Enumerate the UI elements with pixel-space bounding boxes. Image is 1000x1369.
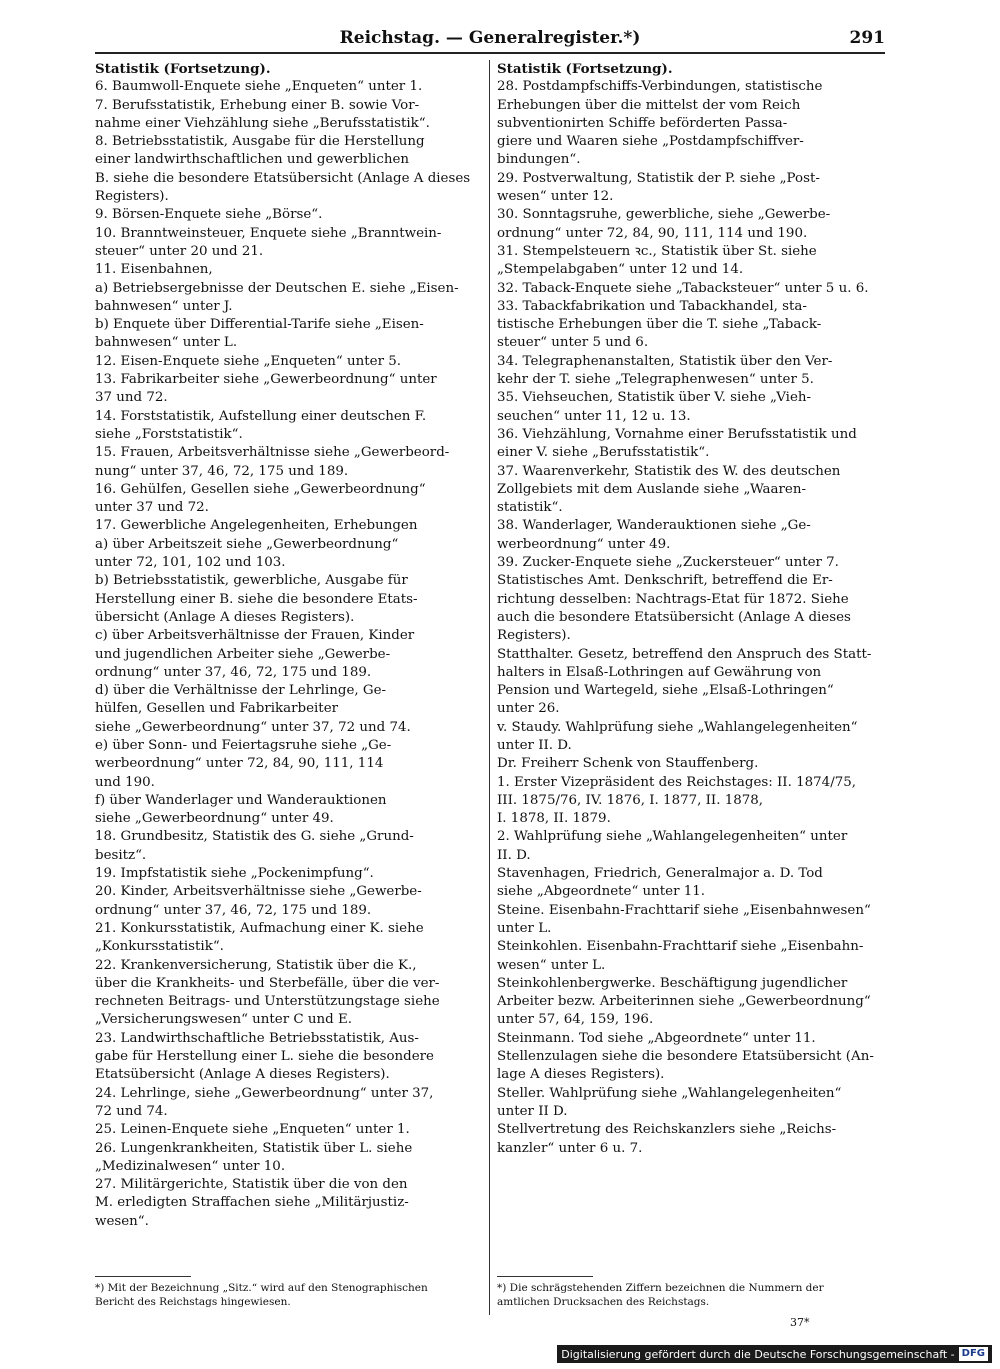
index-line: unter 72, 101, 102 und 103. xyxy=(95,555,286,571)
index-line: 35. Viehseuchen, Statistik über V. siehe „Vieh- xyxy=(497,390,812,406)
index-line: lage A dieses Registers). xyxy=(497,1067,665,1083)
index-line: „Medizinalwesen“ unter 10. xyxy=(95,1158,286,1174)
index-line: Registers). xyxy=(497,628,571,644)
index-line: unter 57, 64, 159, 196. xyxy=(497,1012,654,1028)
index-line: 29. Postverwaltung, Statistik der P. siehe „Post- xyxy=(497,170,820,186)
left-column xyxy=(95,60,483,1286)
index-line: ordnung“ unter 37, 46, 72, 175 und 189. xyxy=(95,664,372,680)
index-line: Etatsübersicht (Anlage A dieses Registers). xyxy=(95,1067,390,1083)
index-line: besitz“. xyxy=(95,847,147,863)
index-line: wesen“ unter 12. xyxy=(497,189,614,205)
index-line: 37. Waarenverkehr, Statistik des W. des deutschen xyxy=(497,463,841,479)
footnote-line: Bericht des Reichstags hingewiesen. xyxy=(95,1295,291,1308)
index-line: 20. Kinder, Arbeitsverhältnisse siehe „Gewerbe- xyxy=(95,884,422,900)
index-line: 31. Stempelsteuern ꝛc., Statistik über St. siehe xyxy=(497,243,817,259)
index-line: Statistik (Fortsetzung). xyxy=(497,61,673,77)
index-line: Steinmann. Tod siehe „Abgeordnete“ unter 11. xyxy=(497,1030,816,1046)
index-line: wesen“ unter L. xyxy=(497,957,606,973)
index-line: 34. Telegraphenanstalten, Statistik über den Ver- xyxy=(497,353,833,369)
index-line: 36. Viehzählung, Vornahme einer Berufsstatistik und xyxy=(497,426,857,442)
credit-text: Digitalisierung gefördert durch die Deutsche Forschungsgemeinschaft - xyxy=(561,1347,955,1361)
index-line: 6. Baumwoll-Enquete siehe „Enqueten“ unter 1. xyxy=(95,79,423,95)
index-line: 27. Militärgerichte, Statistik über die von den xyxy=(95,1177,408,1193)
index-line: 18. Grundbesitz, Statistik des G. siehe „Grund- xyxy=(95,829,414,845)
index-line: auch die besondere Etatsübersicht (Anlage A dieses xyxy=(497,609,851,625)
digitization-credit xyxy=(557,1345,992,1363)
index-line: Steinkohlenbergwerke. Beschäftigung jugendlicher xyxy=(497,975,848,991)
index-line: bahnwesen“ unter J. xyxy=(95,298,233,314)
index-line: „Versicherungswesen“ unter C und E. xyxy=(95,1012,352,1028)
index-line: 28. Postdampfschiffs-Verbindungen, statistische xyxy=(497,79,823,95)
index-line: werbeordnung“ unter 72, 84, 90, 111, 114 xyxy=(95,756,384,772)
index-line: 30. Sonntagsruhe, gewerbliche, siehe „Gewerbe- xyxy=(497,207,831,223)
index-line: b) Betriebsstatistik, gewerbliche, Ausgabe für xyxy=(95,573,408,589)
index-line: steuer“ unter 5 und 6. xyxy=(497,335,649,351)
index-line: 24. Lehrlinge, siehe „Gewerbeordnung“ unter 37, xyxy=(95,1085,434,1101)
index-line: 21. Konkursstatistik, Aufmachung einer K. siehe xyxy=(95,920,424,936)
index-line: einer V. siehe „Berufsstatistik“. xyxy=(497,445,710,461)
index-line: seuchen“ unter 11, 12 u. 13. xyxy=(497,408,691,424)
page-header xyxy=(95,28,885,54)
index-line: M. erledigten Straffachen siehe „Militärjustiz- xyxy=(95,1195,409,1211)
index-line: werbeordnung“ unter 49. xyxy=(497,536,671,552)
index-line: 33. Tabackfabrikation und Tabackhandel, sta- xyxy=(497,298,807,314)
right-column xyxy=(497,60,885,1286)
index-line: b) Enquete über Differential-Tarife siehe „Eisen- xyxy=(95,317,424,333)
index-line: steuer“ unter 20 und 21. xyxy=(95,243,264,259)
index-line: Stellenzulagen siehe die besondere Etatsübersicht (An- xyxy=(497,1049,874,1065)
index-line: 8. Betriebsstatistik, Ausgabe für die Herstellung xyxy=(95,134,425,150)
index-line: 72 und 74. xyxy=(95,1103,168,1119)
index-line: ordnung“ unter 37, 46, 72, 175 und 189. xyxy=(95,902,372,918)
index-line: ordnung“ unter 72, 84, 90, 111, 114 und 190. xyxy=(497,225,808,241)
index-line: Erhebungen über die mittelst der vom Reich xyxy=(497,97,801,113)
index-line: nung“ unter 37, 46, 72, 175 und 189. xyxy=(95,463,349,479)
signature-mark: 37* xyxy=(790,1316,810,1329)
index-line: 1. Erster Vizepräsident des Reichstages: II. 1874/75, xyxy=(497,774,856,790)
index-line: 32. Taback-Enquete siehe „Tabacksteuer“ unter 5 u. 6. xyxy=(497,280,869,296)
index-line: kehr der T. siehe „Telegraphenwesen“ unter 5. xyxy=(497,372,814,388)
index-line: Dr. Freiherr Schenk von Stauffenberg. xyxy=(497,756,759,772)
index-line: Steine. Eisenbahn-Frachttarif siehe „Eisenbahnwesen“ xyxy=(497,902,871,918)
index-line: übersicht (Anlage A dieses Registers). xyxy=(95,609,355,625)
index-line: rechneten Beitrags- und Unterstützungstage siehe xyxy=(95,994,440,1010)
index-line: unter L. xyxy=(497,920,552,936)
index-line: 9. Börsen-Enquete siehe „Börse“. xyxy=(95,207,323,223)
index-line: unter II D. xyxy=(497,1103,568,1119)
index-line: Statthalter. Gesetz, betreffend den Anspruch des Statt- xyxy=(497,646,872,662)
footnote-rule-left xyxy=(95,1276,191,1277)
index-line: statistik“. xyxy=(497,500,563,516)
index-line: 15. Frauen, Arbeitsverhältnisse siehe „Gewerbeord- xyxy=(95,445,450,461)
index-line: Steinkohlen. Eisenbahn-Frachttarif siehe „Eisenbahn- xyxy=(497,939,864,955)
index-line: 16. Gehülfen, Gesellen siehe „Gewerbeordnung“ xyxy=(95,481,426,497)
index-line: 23. Landwirthschaftliche Betriebsstatistik, Aus- xyxy=(95,1030,419,1046)
index-line: a) Betriebsergebnisse der Deutschen E. siehe „Eisen- xyxy=(95,280,459,296)
footnote-right xyxy=(497,1282,885,1309)
index-line: 11. Eisenbahnen, xyxy=(95,262,213,278)
index-line: 17. Gewerbliche Angelegenheiten, Erhebungen xyxy=(95,518,418,534)
footnote-line: amtlichen Drucksachen des Reichstags. xyxy=(497,1295,710,1308)
index-line: unter 26. xyxy=(497,701,560,717)
index-line: „Konkursstatistik“. xyxy=(95,939,224,955)
index-line: 7. Berufsstatistik, Erhebung einer B. sowie Vor- xyxy=(95,97,420,113)
index-line: 26. Lungenkrankheiten, Statistik über L. siehe xyxy=(95,1140,413,1156)
index-line: bindungen“. xyxy=(497,152,581,168)
index-line: und jugendlichen Arbeiter siehe „Gewerbe- xyxy=(95,646,391,662)
index-line: Statistisches Amt. Denkschrift, betreffend die Er- xyxy=(497,573,833,589)
index-line: 2. Wahlprüfung siehe „Wahlangelegenheiten“ unter xyxy=(497,829,848,845)
index-line: richtung desselben: Nachtrags-Etat für 1872. Siehe xyxy=(497,591,849,607)
index-line: I. 1878, II. 1879. xyxy=(497,811,611,827)
index-line: B. siehe die besondere Etatsübersicht (Anlage A dieses xyxy=(95,170,471,186)
index-line: siehe „Gewerbeordnung“ unter 49. xyxy=(95,811,334,827)
index-line: c) über Arbeitsverhältnisse der Frauen, Kinder xyxy=(95,628,415,644)
column-divider xyxy=(489,60,490,1315)
footnote-rule-right xyxy=(497,1276,593,1277)
index-line: Herstellung einer B. siehe die besondere Etats- xyxy=(95,591,418,607)
index-line: Pension und Wartegeld, siehe „Elsaß-Lothringen“ xyxy=(497,683,834,699)
index-line: 14. Forststatistik, Aufstellung einer deutschen F. xyxy=(95,408,427,424)
index-line: d) über die Verhältnisse der Lehrlinge, Ge- xyxy=(95,683,387,699)
index-line: e) über Sonn- und Feiertagsruhe siehe „Ge- xyxy=(95,737,392,753)
index-line: giere und Waaren siehe „Postdampfschiffver- xyxy=(497,134,804,150)
index-line: 39. Zucker-Enquete siehe „Zuckersteuer“ unter 7. xyxy=(497,555,839,571)
index-line: kanzler“ unter 6 u. 7. xyxy=(497,1140,643,1156)
index-line: subventionirten Schiffe beförderten Passa- xyxy=(497,115,788,131)
index-line: halters in Elsaß-Lothringen auf Gewährung von xyxy=(497,664,822,680)
index-line: hülfen, Gesellen und Fabrikarbeiter xyxy=(95,701,339,717)
index-line: Steller. Wahlprüfung siehe „Wahlangelegenheiten“ xyxy=(497,1085,842,1101)
index-line: einer landwirthschaftlichen und gewerblichen xyxy=(95,152,410,168)
index-line: 37 und 72. xyxy=(95,390,168,406)
index-line: 25. Leinen-Enquete siehe „Enqueten“ unter 1. xyxy=(95,1122,410,1138)
index-line: Arbeiter bezw. Arbeiterinnen siehe „Gewerbeordnung“ xyxy=(497,994,871,1010)
index-line: unter 37 und 72. xyxy=(95,500,209,516)
index-line: bahnwesen“ unter L. xyxy=(95,335,238,351)
index-line: über die Krankheits- und Sterbefälle, über die ver- xyxy=(95,975,440,991)
index-line: siehe „Gewerbeordnung“ unter 37, 72 und 74. xyxy=(95,719,411,735)
index-line: unter II. D. xyxy=(497,737,572,753)
page-number: 291 xyxy=(849,28,885,48)
footnote-line: *) Mit der Bezeichnung „Sitz.“ wird auf den Stenographischen xyxy=(95,1282,428,1294)
index-line: siehe „Abgeordnete“ unter 11. xyxy=(497,884,706,900)
index-line: 38. Wanderlager, Wanderauktionen siehe „Ge- xyxy=(497,518,811,534)
index-line: siehe „Forststatistik“. xyxy=(95,426,243,442)
index-line: 10. Branntweinsteuer, Enquete siehe „Branntwein- xyxy=(95,225,442,241)
dfg-logo: DFG xyxy=(959,1347,988,1361)
index-line: 19. Impfstatistik siehe „Pockenimpfung“. xyxy=(95,866,374,882)
index-line: Statistik (Fortsetzung). xyxy=(95,61,271,77)
index-line: 22. Krankenversicherung, Statistik über die K., xyxy=(95,957,417,973)
index-line: a) über Arbeitszeit siehe „Gewerbeordnung“ xyxy=(95,536,399,552)
index-line: v. Staudy. Wahlprüfung siehe „Wahlangelegenheiten“ xyxy=(497,719,858,735)
index-line: f) über Wanderlager und Wanderauktionen xyxy=(95,792,387,808)
index-line: nahme einer Viehzählung siehe „Berufsstatistik“. xyxy=(95,115,430,131)
index-line: „Stempelabgaben“ unter 12 und 14. xyxy=(497,262,744,278)
index-line: und 190. xyxy=(95,774,155,790)
running-title: Reichstag. — Generalregister.*) xyxy=(339,28,641,48)
index-line: 13. Fabrikarbeiter siehe „Gewerbeordnung“ unter xyxy=(95,372,437,388)
footnote-line: *) Die schrägstehenden Ziffern bezeichnen die Nummern der xyxy=(497,1282,824,1294)
index-line: tistische Erhebungen über die T. siehe „Taback- xyxy=(497,317,822,333)
index-line: wesen“. xyxy=(95,1213,149,1229)
index-line: III. 1875/76, IV. 1876, I. 1877, II. 1878, xyxy=(497,792,764,808)
index-line: II. D. xyxy=(497,847,531,863)
index-line: Stavenhagen, Friedrich, Generalmajor a. D. Tod xyxy=(497,866,823,882)
index-line: gabe für Herstellung einer L. siehe die besondere xyxy=(95,1049,434,1065)
footnote-left xyxy=(95,1282,483,1309)
index-line: Stellvertretung des Reichskanzlers siehe „Reichs- xyxy=(497,1122,837,1138)
index-line: 12. Eisen-Enquete siehe „Enqueten“ unter 5. xyxy=(95,353,401,369)
index-line: Registers). xyxy=(95,189,169,205)
index-line: Zollgebiets mit dem Auslande siehe „Waaren- xyxy=(497,481,806,497)
